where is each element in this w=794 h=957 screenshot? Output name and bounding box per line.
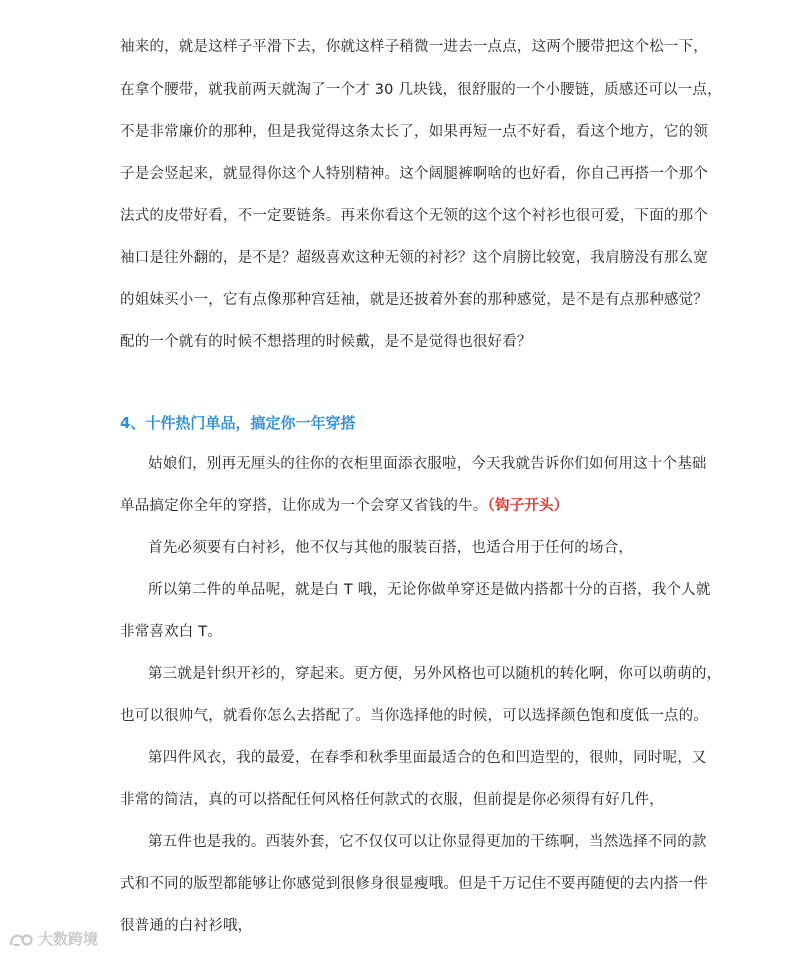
watermark <box>8 928 98 949</box>
body-text-line: 在拿个腰带，就我前两天就淘了一个才 30 几块钱，很舒服的一个小腰链，质感还可以一点， <box>120 82 722 98</box>
item-4-text: 第四件风衣，我的最爱，在春季和秋季里面最适合的色和凹造型的，很帅，同时呢，又 <box>148 750 707 766</box>
item-3-text: 也可以很帅气，就看你怎么去搭配了。当你选择他的时候，可以选择颜色饱和度低一点的。 <box>120 708 708 724</box>
body-text-line: 袖来的，就是这样子平滑下去，你就这样子稍微一进去一点点，这两个腰带把这个松一下， <box>120 39 708 55</box>
hook-highlight: （钩子开头） <box>487 498 569 514</box>
section-heading: 4、十件热门单品，搞定你一年穿搭 <box>120 414 356 432</box>
body-text-line: 法式的皮带好看，不一定要链条。再来你看这个无领的这个这个衬衫也很可爱，下面的那个 <box>120 208 708 224</box>
item-2-text: 所以第二件的单品呢，就是白 T 哦，无论你做单穿还是做内搭都十分的百搭，我个人就 <box>148 582 711 598</box>
body-text-line: 袖口是往外翻的，是不是？超级喜欢这种无领的衬衫？这个肩膀比较宽，我肩膀没有那么宽 <box>120 250 708 266</box>
item-5-text: 很普通的白衬衫哦， <box>120 918 253 934</box>
body-text-line: 配的一个就有的时候不想搭理的时候戴，是不是觉得也很好看？ <box>120 334 532 350</box>
body-text-line: 子是会竖起来，就显得你这个人特别精神。这个阔腿裤啊啥的也好看，你自己再搭一个那个 <box>120 166 708 182</box>
intro-text: 单品搞定你全年的穿搭，让你成为一个会穿又省钱的牛。 <box>120 498 488 514</box>
item-1-text: 首先必须要有白衬衫，他不仅与其他的服装百搭，也适合用于任何的场合， <box>148 540 634 556</box>
body-text-line: 的姐妹买小一，它有点像那种宫廷袖，就是还披着外套的那种感觉，是不是有点那种感觉？ <box>120 292 708 308</box>
body-text-line: 不是非常廉价的那种，但是我觉得这条太长了，如果再短一点不好看，看这个地方，它的领 <box>120 124 708 140</box>
intro-text-line <box>120 496 568 516</box>
item-3-text: 第三就是针织开衫的，穿起来。更方便，另外风格也可以随机的转化啊，你可以萌萌的， <box>148 666 722 682</box>
brand-logo-icon <box>8 930 34 948</box>
item-5-text: 第五件也是我的。西装外套，它不仅仅可以让你显得更加的干练啊，当然选择不同的款 <box>148 834 707 850</box>
intro-text-line: 姑娘们，别再无厘头的往你的衣柜里面添衣服啦，今天我就告诉你们如何用这十个基础 <box>148 456 707 472</box>
item-2-text: 非常喜欢白 T。 <box>120 624 223 640</box>
watermark-text: 大数跨境 <box>38 930 99 948</box>
item-4-text: 非常的简洁，真的可以搭配任何风格任何款式的衣服，但前提是你必须得有好几件， <box>120 792 664 808</box>
item-5-text: 式和不同的版型都能够让你感觉到很修身很显瘦哦。但是千万记住不要再随便的去内搭一件 <box>120 876 708 892</box>
